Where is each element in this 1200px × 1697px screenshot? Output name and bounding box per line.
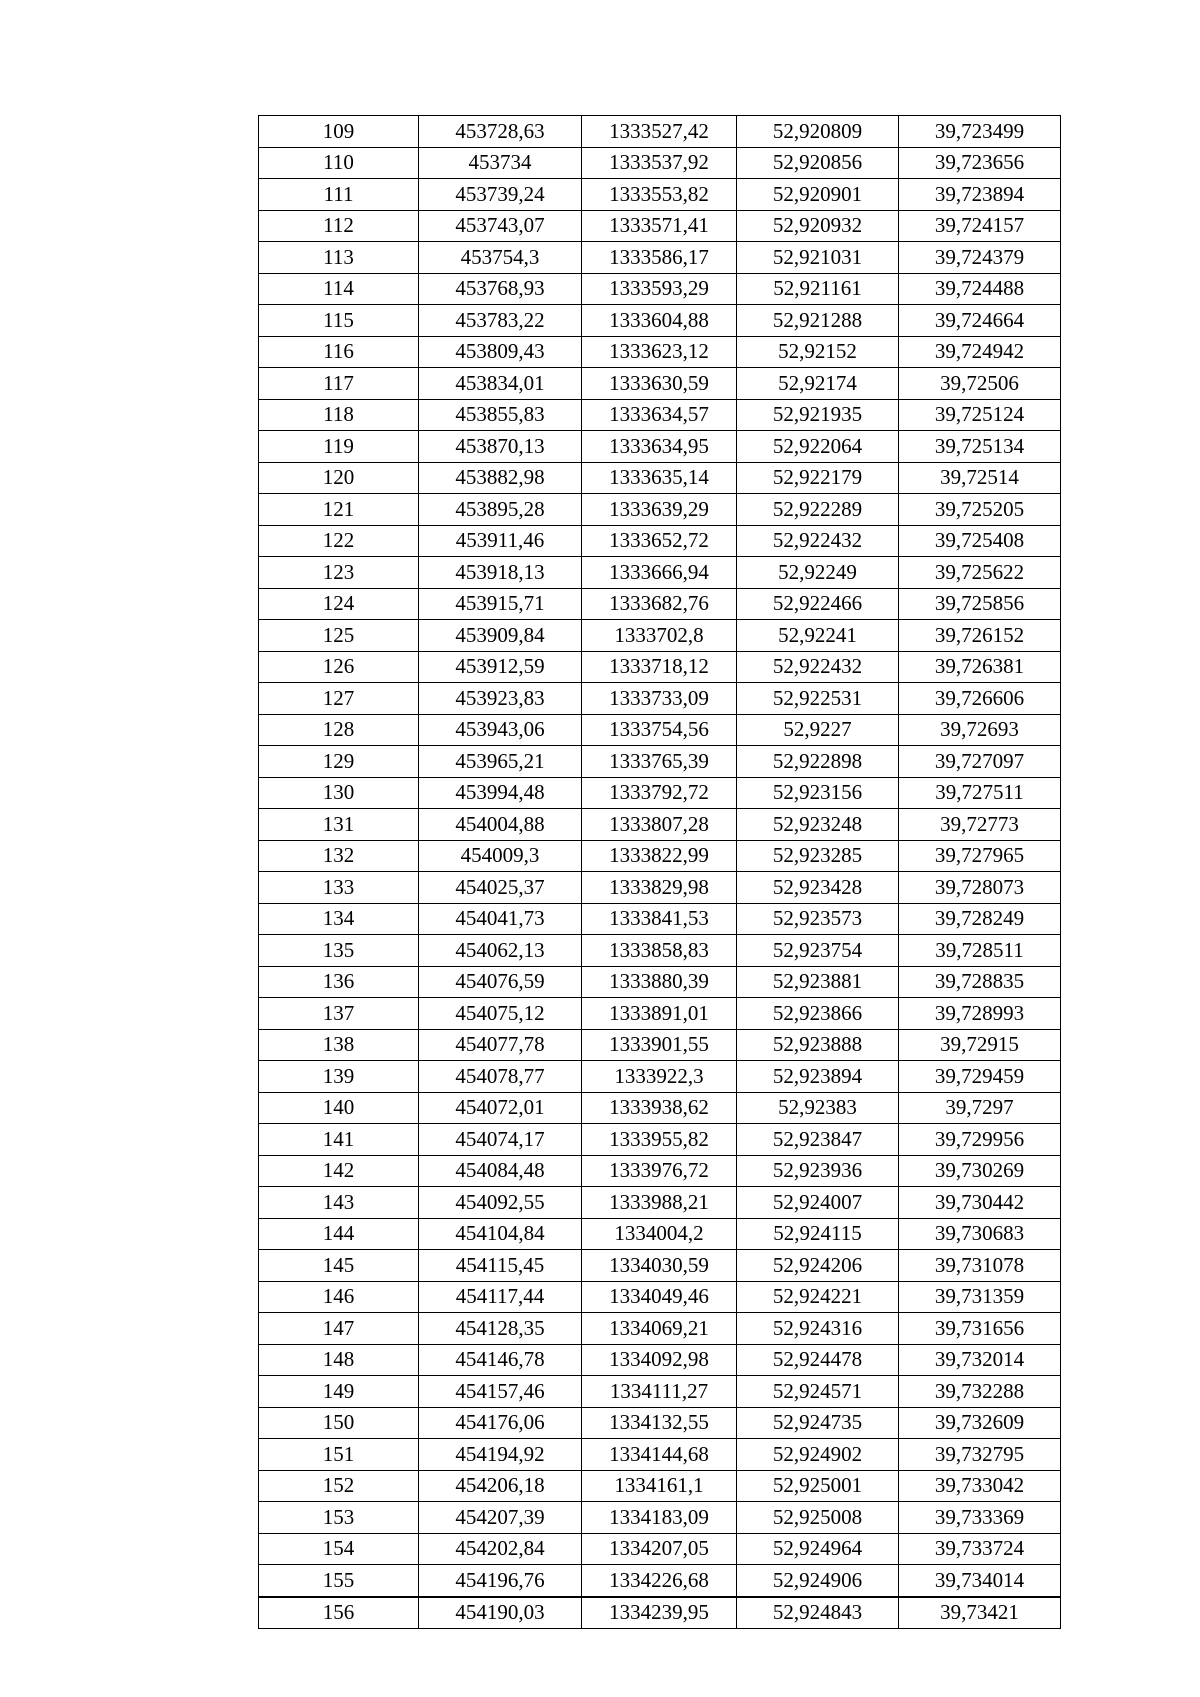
y-coordinate-cell: 1333880,39	[582, 966, 737, 998]
point-number-cell: 109	[259, 116, 419, 148]
latitude-cell: 52,924007	[737, 1187, 899, 1219]
point-number-cell: 134	[259, 903, 419, 935]
y-coordinate-cell: 1334111,27	[582, 1376, 737, 1408]
point-number-cell: 153	[259, 1502, 419, 1534]
point-number-cell: 139	[259, 1061, 419, 1093]
latitude-cell: 52,923894	[737, 1061, 899, 1093]
point-number-cell: 115	[259, 305, 419, 337]
y-coordinate-cell: 1333754,56	[582, 714, 737, 746]
x-coordinate-cell: 453855,83	[419, 399, 582, 431]
longitude-cell: 39,725134	[899, 431, 1061, 463]
latitude-cell: 52,921288	[737, 305, 899, 337]
x-coordinate-cell: 454194,92	[419, 1439, 582, 1471]
point-number-cell: 150	[259, 1407, 419, 1439]
point-number-cell: 131	[259, 809, 419, 841]
point-number-cell: 143	[259, 1187, 419, 1219]
latitude-cell: 52,921161	[737, 273, 899, 305]
latitude-cell: 52,923936	[737, 1155, 899, 1187]
latitude-cell: 52,923285	[737, 840, 899, 872]
x-coordinate-cell: 453915,71	[419, 588, 582, 620]
table-row	[259, 651, 1061, 683]
table-row	[259, 399, 1061, 431]
point-number-cell: 132	[259, 840, 419, 872]
x-coordinate-cell: 454092,55	[419, 1187, 582, 1219]
latitude-cell: 52,924478	[737, 1344, 899, 1376]
latitude-cell: 52,924843	[737, 1597, 899, 1629]
point-number-cell: 148	[259, 1344, 419, 1376]
point-number-cell: 144	[259, 1218, 419, 1250]
table-row	[259, 242, 1061, 274]
y-coordinate-cell: 1334030,59	[582, 1250, 737, 1282]
y-coordinate-cell: 1333593,29	[582, 273, 737, 305]
x-coordinate-cell: 454104,84	[419, 1218, 582, 1250]
x-coordinate-cell: 454202,84	[419, 1533, 582, 1565]
x-coordinate-cell: 454025,37	[419, 872, 582, 904]
x-coordinate-cell: 454004,88	[419, 809, 582, 841]
x-coordinate-cell: 453882,98	[419, 462, 582, 494]
longitude-cell: 39,723656	[899, 147, 1061, 179]
latitude-cell: 52,924906	[737, 1565, 899, 1597]
longitude-cell: 39,733369	[899, 1502, 1061, 1534]
longitude-cell: 39,728249	[899, 903, 1061, 935]
longitude-cell: 39,731078	[899, 1250, 1061, 1282]
x-coordinate-cell: 454117,44	[419, 1281, 582, 1313]
table-row	[259, 368, 1061, 400]
latitude-cell: 52,923847	[737, 1124, 899, 1156]
y-coordinate-cell: 1334049,46	[582, 1281, 737, 1313]
point-number-cell: 152	[259, 1470, 419, 1502]
y-coordinate-cell: 1333527,42	[582, 116, 737, 148]
table-row	[259, 1344, 1061, 1376]
latitude-cell: 52,923573	[737, 903, 899, 935]
point-number-cell: 118	[259, 399, 419, 431]
coordinates-table	[258, 115, 1061, 1629]
longitude-cell: 39,723499	[899, 116, 1061, 148]
table-row	[259, 1470, 1061, 1502]
y-coordinate-cell: 1333639,29	[582, 494, 737, 526]
x-coordinate-cell: 453994,48	[419, 777, 582, 809]
longitude-cell: 39,728993	[899, 998, 1061, 1030]
y-coordinate-cell: 1333604,88	[582, 305, 737, 337]
longitude-cell: 39,730683	[899, 1218, 1061, 1250]
point-number-cell: 154	[259, 1533, 419, 1565]
longitude-cell: 39,726381	[899, 651, 1061, 683]
table-row	[259, 336, 1061, 368]
y-coordinate-cell: 1333635,14	[582, 462, 737, 494]
longitude-cell: 39,729956	[899, 1124, 1061, 1156]
y-coordinate-cell: 1334144,68	[582, 1439, 737, 1471]
x-coordinate-cell: 454072,01	[419, 1092, 582, 1124]
x-coordinate-cell: 453943,06	[419, 714, 582, 746]
point-number-cell: 135	[259, 935, 419, 967]
y-coordinate-cell: 1333553,82	[582, 179, 737, 211]
y-coordinate-cell: 1334226,68	[582, 1565, 737, 1597]
point-number-cell: 133	[259, 872, 419, 904]
table-row	[259, 872, 1061, 904]
table-row	[259, 179, 1061, 211]
latitude-cell: 52,924735	[737, 1407, 899, 1439]
x-coordinate-cell: 454077,78	[419, 1029, 582, 1061]
table-row	[259, 777, 1061, 809]
y-coordinate-cell: 1333807,28	[582, 809, 737, 841]
latitude-cell: 52,923881	[737, 966, 899, 998]
point-number-cell: 151	[259, 1439, 419, 1471]
table-row	[259, 683, 1061, 715]
latitude-cell: 52,9227	[737, 714, 899, 746]
point-number-cell: 120	[259, 462, 419, 494]
y-coordinate-cell: 1333891,01	[582, 998, 737, 1030]
latitude-cell: 52,924115	[737, 1218, 899, 1250]
table-row	[259, 147, 1061, 179]
x-coordinate-cell: 453809,43	[419, 336, 582, 368]
table-row	[259, 1092, 1061, 1124]
x-coordinate-cell: 454078,77	[419, 1061, 582, 1093]
table-row	[259, 809, 1061, 841]
y-coordinate-cell: 1333702,8	[582, 620, 737, 652]
latitude-cell: 52,922432	[737, 525, 899, 557]
latitude-cell: 52,92152	[737, 336, 899, 368]
table-row	[259, 903, 1061, 935]
point-number-cell: 121	[259, 494, 419, 526]
longitude-cell: 39,732609	[899, 1407, 1061, 1439]
point-number-cell: 147	[259, 1313, 419, 1345]
y-coordinate-cell: 1334092,98	[582, 1344, 737, 1376]
y-coordinate-cell: 1333822,99	[582, 840, 737, 872]
table-row	[259, 620, 1061, 652]
y-coordinate-cell: 1333901,55	[582, 1029, 737, 1061]
latitude-cell: 52,924316	[737, 1313, 899, 1345]
y-coordinate-cell: 1333571,41	[582, 210, 737, 242]
longitude-cell: 39,72915	[899, 1029, 1061, 1061]
table-row	[259, 116, 1061, 148]
longitude-cell: 39,728835	[899, 966, 1061, 998]
point-number-cell: 112	[259, 210, 419, 242]
point-number-cell: 126	[259, 651, 419, 683]
table-row	[259, 1124, 1061, 1156]
table-row	[259, 1597, 1061, 1629]
x-coordinate-cell: 453895,28	[419, 494, 582, 526]
point-number-cell: 156	[259, 1597, 419, 1629]
y-coordinate-cell: 1333634,57	[582, 399, 737, 431]
longitude-cell: 39,731359	[899, 1281, 1061, 1313]
table-row	[259, 557, 1061, 589]
x-coordinate-cell: 453768,93	[419, 273, 582, 305]
longitude-cell: 39,725622	[899, 557, 1061, 589]
x-coordinate-cell: 453911,46	[419, 525, 582, 557]
table-row	[259, 431, 1061, 463]
point-number-cell: 125	[259, 620, 419, 652]
longitude-cell: 39,725124	[899, 399, 1061, 431]
longitude-cell: 39,733042	[899, 1470, 1061, 1502]
longitude-cell: 39,724664	[899, 305, 1061, 337]
x-coordinate-cell: 453965,21	[419, 746, 582, 778]
longitude-cell: 39,730269	[899, 1155, 1061, 1187]
table-row	[259, 1281, 1061, 1313]
x-coordinate-cell: 454076,59	[419, 966, 582, 998]
x-coordinate-cell: 454084,48	[419, 1155, 582, 1187]
longitude-cell: 39,726606	[899, 683, 1061, 715]
table-row	[259, 525, 1061, 557]
latitude-cell: 52,922432	[737, 651, 899, 683]
longitude-cell: 39,732795	[899, 1439, 1061, 1471]
latitude-cell: 52,925008	[737, 1502, 899, 1534]
latitude-cell: 52,920856	[737, 147, 899, 179]
x-coordinate-cell: 454157,46	[419, 1376, 582, 1408]
longitude-cell: 39,723894	[899, 179, 1061, 211]
latitude-cell: 52,923866	[737, 998, 899, 1030]
x-coordinate-cell: 453734	[419, 147, 582, 179]
y-coordinate-cell: 1334004,2	[582, 1218, 737, 1250]
table-row	[259, 1376, 1061, 1408]
x-coordinate-cell: 453918,13	[419, 557, 582, 589]
x-coordinate-cell: 454041,73	[419, 903, 582, 935]
latitude-cell: 52,922898	[737, 746, 899, 778]
latitude-cell: 52,924902	[737, 1439, 899, 1471]
x-coordinate-cell: 454074,17	[419, 1124, 582, 1156]
point-number-cell: 138	[259, 1029, 419, 1061]
longitude-cell: 39,734014	[899, 1565, 1061, 1597]
y-coordinate-cell: 1333537,92	[582, 147, 737, 179]
y-coordinate-cell: 1333829,98	[582, 872, 737, 904]
longitude-cell: 39,725205	[899, 494, 1061, 526]
longitude-cell: 39,725856	[899, 588, 1061, 620]
longitude-cell: 39,7297	[899, 1092, 1061, 1124]
y-coordinate-cell: 1333682,76	[582, 588, 737, 620]
latitude-cell: 52,923888	[737, 1029, 899, 1061]
y-coordinate-cell: 1333955,82	[582, 1124, 737, 1156]
longitude-cell: 39,73421	[899, 1597, 1061, 1629]
x-coordinate-cell: 454207,39	[419, 1502, 582, 1534]
table-row	[259, 1029, 1061, 1061]
x-coordinate-cell: 453923,83	[419, 683, 582, 715]
y-coordinate-cell: 1334183,09	[582, 1502, 737, 1534]
table-row	[259, 1155, 1061, 1187]
x-coordinate-cell: 454075,12	[419, 998, 582, 1030]
longitude-cell: 39,728073	[899, 872, 1061, 904]
y-coordinate-cell: 1333765,39	[582, 746, 737, 778]
point-number-cell: 155	[259, 1565, 419, 1597]
latitude-cell: 52,922064	[737, 431, 899, 463]
longitude-cell: 39,724488	[899, 273, 1061, 305]
latitude-cell: 52,924571	[737, 1376, 899, 1408]
latitude-cell: 52,92249	[737, 557, 899, 589]
point-number-cell: 111	[259, 179, 419, 211]
coordinates-table-body	[259, 116, 1061, 1629]
table-row	[259, 1533, 1061, 1565]
y-coordinate-cell: 1333623,12	[582, 336, 737, 368]
point-number-cell: 137	[259, 998, 419, 1030]
longitude-cell: 39,732014	[899, 1344, 1061, 1376]
table-row	[259, 1439, 1061, 1471]
table-row	[259, 588, 1061, 620]
latitude-cell: 52,921935	[737, 399, 899, 431]
table-row	[259, 935, 1061, 967]
point-number-cell: 136	[259, 966, 419, 998]
point-number-cell: 146	[259, 1281, 419, 1313]
table-row	[259, 494, 1061, 526]
latitude-cell: 52,920809	[737, 116, 899, 148]
longitude-cell: 39,726152	[899, 620, 1061, 652]
point-number-cell: 140	[259, 1092, 419, 1124]
longitude-cell: 39,727965	[899, 840, 1061, 872]
y-coordinate-cell: 1333938,62	[582, 1092, 737, 1124]
latitude-cell: 52,922531	[737, 683, 899, 715]
longitude-cell: 39,733724	[899, 1533, 1061, 1565]
point-number-cell: 141	[259, 1124, 419, 1156]
x-coordinate-cell: 454115,45	[419, 1250, 582, 1282]
point-number-cell: 124	[259, 588, 419, 620]
point-number-cell: 114	[259, 273, 419, 305]
latitude-cell: 52,920932	[737, 210, 899, 242]
point-number-cell: 142	[259, 1155, 419, 1187]
y-coordinate-cell: 1333630,59	[582, 368, 737, 400]
longitude-cell: 39,72773	[899, 809, 1061, 841]
table-row	[259, 462, 1061, 494]
latitude-cell: 52,922289	[737, 494, 899, 526]
point-number-cell: 110	[259, 147, 419, 179]
x-coordinate-cell: 454176,06	[419, 1407, 582, 1439]
x-coordinate-cell: 453909,84	[419, 620, 582, 652]
y-coordinate-cell: 1333922,3	[582, 1061, 737, 1093]
latitude-cell: 52,922466	[737, 588, 899, 620]
x-coordinate-cell: 453728,63	[419, 116, 582, 148]
x-coordinate-cell: 453743,07	[419, 210, 582, 242]
latitude-cell: 52,923754	[737, 935, 899, 967]
longitude-cell: 39,732288	[899, 1376, 1061, 1408]
y-coordinate-cell: 1333841,53	[582, 903, 737, 935]
x-coordinate-cell: 453739,24	[419, 179, 582, 211]
latitude-cell: 52,923248	[737, 809, 899, 841]
y-coordinate-cell: 1334069,21	[582, 1313, 737, 1345]
latitude-cell: 52,92241	[737, 620, 899, 652]
y-coordinate-cell: 1333733,09	[582, 683, 737, 715]
point-number-cell: 117	[259, 368, 419, 400]
longitude-cell: 39,727097	[899, 746, 1061, 778]
x-coordinate-cell: 454196,76	[419, 1565, 582, 1597]
latitude-cell: 52,924964	[737, 1533, 899, 1565]
table-row	[259, 1187, 1061, 1219]
latitude-cell: 52,920901	[737, 179, 899, 211]
point-number-cell: 113	[259, 242, 419, 274]
longitude-cell: 39,72506	[899, 368, 1061, 400]
latitude-cell: 52,92383	[737, 1092, 899, 1124]
longitude-cell: 39,727511	[899, 777, 1061, 809]
table-row	[259, 1250, 1061, 1282]
y-coordinate-cell: 1333792,72	[582, 777, 737, 809]
longitude-cell: 39,729459	[899, 1061, 1061, 1093]
table-row	[259, 840, 1061, 872]
y-coordinate-cell: 1334207,05	[582, 1533, 737, 1565]
longitude-cell: 39,728511	[899, 935, 1061, 967]
x-coordinate-cell: 453783,22	[419, 305, 582, 337]
table-row	[259, 1565, 1061, 1597]
table-row	[259, 746, 1061, 778]
y-coordinate-cell: 1333988,21	[582, 1187, 737, 1219]
x-coordinate-cell: 453870,13	[419, 431, 582, 463]
y-coordinate-cell: 1333718,12	[582, 651, 737, 683]
point-number-cell: 130	[259, 777, 419, 809]
y-coordinate-cell: 1333652,72	[582, 525, 737, 557]
x-coordinate-cell: 454062,13	[419, 935, 582, 967]
table-row	[259, 1407, 1061, 1439]
x-coordinate-cell: 454206,18	[419, 1470, 582, 1502]
point-number-cell: 116	[259, 336, 419, 368]
table-row	[259, 1061, 1061, 1093]
longitude-cell: 39,724157	[899, 210, 1061, 242]
y-coordinate-cell: 1334161,1	[582, 1470, 737, 1502]
latitude-cell: 52,925001	[737, 1470, 899, 1502]
longitude-cell: 39,731656	[899, 1313, 1061, 1345]
table-row	[259, 210, 1061, 242]
latitude-cell: 52,922179	[737, 462, 899, 494]
x-coordinate-cell: 454128,35	[419, 1313, 582, 1345]
point-number-cell: 128	[259, 714, 419, 746]
table-row	[259, 305, 1061, 337]
x-coordinate-cell: 453754,3	[419, 242, 582, 274]
x-coordinate-cell: 454190,03	[419, 1597, 582, 1629]
table-row	[259, 1502, 1061, 1534]
longitude-cell: 39,72693	[899, 714, 1061, 746]
table-row	[259, 998, 1061, 1030]
y-coordinate-cell: 1334132,55	[582, 1407, 737, 1439]
y-coordinate-cell: 1333976,72	[582, 1155, 737, 1187]
y-coordinate-cell: 1333858,83	[582, 935, 737, 967]
table-row	[259, 273, 1061, 305]
y-coordinate-cell: 1334239,95	[582, 1597, 737, 1629]
latitude-cell: 52,923428	[737, 872, 899, 904]
x-coordinate-cell: 454146,78	[419, 1344, 582, 1376]
point-number-cell: 122	[259, 525, 419, 557]
x-coordinate-cell: 454009,3	[419, 840, 582, 872]
table-row	[259, 1313, 1061, 1345]
point-number-cell: 127	[259, 683, 419, 715]
latitude-cell: 52,924221	[737, 1281, 899, 1313]
x-coordinate-cell: 453912,59	[419, 651, 582, 683]
point-number-cell: 149	[259, 1376, 419, 1408]
longitude-cell: 39,725408	[899, 525, 1061, 557]
longitude-cell: 39,724379	[899, 242, 1061, 274]
y-coordinate-cell: 1333666,94	[582, 557, 737, 589]
point-number-cell: 129	[259, 746, 419, 778]
latitude-cell: 52,92174	[737, 368, 899, 400]
x-coordinate-cell: 453834,01	[419, 368, 582, 400]
latitude-cell: 52,923156	[737, 777, 899, 809]
table-row	[259, 966, 1061, 998]
latitude-cell: 52,921031	[737, 242, 899, 274]
table-row	[259, 714, 1061, 746]
point-number-cell: 145	[259, 1250, 419, 1282]
table-row	[259, 1218, 1061, 1250]
longitude-cell: 39,724942	[899, 336, 1061, 368]
y-coordinate-cell: 1333634,95	[582, 431, 737, 463]
longitude-cell: 39,72514	[899, 462, 1061, 494]
latitude-cell: 52,924206	[737, 1250, 899, 1282]
y-coordinate-cell: 1333586,17	[582, 242, 737, 274]
longitude-cell: 39,730442	[899, 1187, 1061, 1219]
point-number-cell: 123	[259, 557, 419, 589]
point-number-cell: 119	[259, 431, 419, 463]
